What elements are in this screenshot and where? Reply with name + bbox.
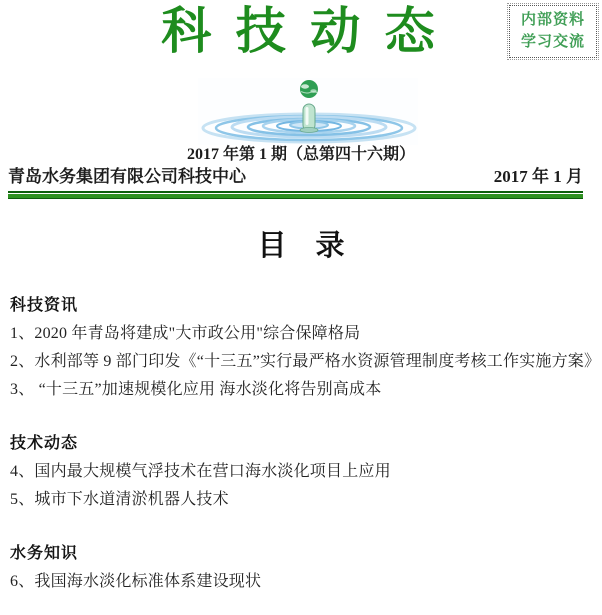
classification-line-2: 学习交流 (520, 34, 585, 50)
toc-item-2: 2、水利部等 9 部门印发《“十三五”实行最严格水资源管理制度考核工作实施方案》 (10, 353, 601, 370)
classification-box (509, 5, 597, 58)
toc-heading: 目 录 (257, 230, 345, 262)
publisher-row (8, 166, 583, 187)
section-title-shuiwu-zhishi: 水务知识 (10, 545, 79, 562)
toc-item-1: 1、2020 年青岛将建成"大市政公用"综合保障格局 (10, 325, 361, 342)
globe-icon (300, 80, 318, 98)
classification-line-1: 内部资料 (520, 12, 585, 28)
toc-section-shuiwu-zhishi (10, 540, 598, 596)
water-ripple-graphic (198, 78, 418, 145)
toc-item-4: 4、国内最大规模气浮技术在营口海水淡化项目上应用 (10, 463, 391, 480)
water-droplet-ripple-image (198, 78, 418, 145)
toc-section-jishu-dongtai (10, 430, 598, 514)
section-title-keji-zixun: 科技资讯 (10, 297, 79, 314)
header-divider-rule (8, 191, 583, 199)
section-title-jishu-dongtai: 技术动态 (10, 435, 79, 452)
toc-item-5: 5、城市下水道清淤机器人技术 (10, 491, 229, 508)
publication-date: 2017 年 1 月 (493, 167, 583, 186)
toc-section-keji-zixun (10, 292, 601, 404)
publisher-name: 青岛水务集团有限公司科技中心 (8, 167, 246, 186)
issue-number: 2017 年第 1 期（总第四十六期） (186, 146, 415, 163)
toc-body (10, 292, 601, 596)
toc-item-6: 6、我国海水淡化标准体系建设现状 (10, 573, 262, 590)
page-title: 科 技 动 态 (161, 3, 441, 59)
toc-item-3: 3、 “十三五”加速规模化应用 海水淡化将告别高成本 (10, 381, 382, 398)
